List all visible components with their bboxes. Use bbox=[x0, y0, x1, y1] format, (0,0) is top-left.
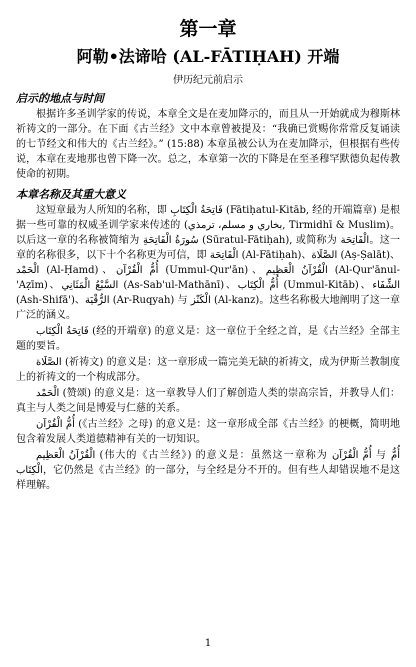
chapter-title: 阿勒•法谛哈 (AL-FĀTIḤAH) 开端 bbox=[76, 47, 340, 66]
paragraph: فَاتِحَةُ الْكِتَاب (经的开端章) 的意义是：这一章位于全经之首，是《古兰经》全部主题的要旨。 bbox=[16, 326, 400, 352]
paragraph: 这短章最为人所知的名称，即 فَاتِحَةُ الْكِتَابِ (Fātiḥatul-Kitāb, 经的开端篇章) 是根据一些可靠的权威圣训学家来传述的 (بخاري و مسلم، ترمذي, Tirmidhī & Muslim)。以后这一章的名称被简缩为 سُورَةُ الْفَاتِحَةِ (Sūratul-Fātiḥah), 或简称为 الْفَاتِحَة。这一章的名称很多，以下十个名称更为可信，即 الْفَاتِحَة (Al-Fātiḥah)、الصَّلَاة (Aṣ-Ṣalāt)、الْحَمْد (Al-Ḥamd)、أُمُّ الْقُرْآن (Ummul-Qur'ān)、الْقُرْآنُ الْعَظِيم (Al-Qur'ānul-'Aẓīm)、السَّبْعُ الْمَثَانِي (As-Sab'ul-Mathānī)、أُمُّ الْكِتَاب (Ummul-Kitāb)、الشِّفَاء (Ash-Shifā')、الرُّقْيَة (Ar-Ruqyah) 与 الْكَنْز (Al-kanz)。这些名称极大地阐明了这一章广泛的涵义。 bbox=[16, 205, 401, 321]
page-number: 1 bbox=[204, 638, 212, 649]
paragraph: الصَّلَاة (祈祷文) 的意义是：这一章形成一篇完美无缺的祈祷文，成为伊斯兰教制度上的祈祷文的一个构成部分。 bbox=[16, 357, 400, 383]
chapter-number: 第一章 bbox=[179, 18, 237, 40]
section-heading: 本章名称及其重大意义 bbox=[16, 188, 126, 201]
section-heading: 启示的地点与时间 bbox=[16, 92, 104, 105]
paragraph: 根据许多圣训学家的传说，本章全文是在麦加降示的，而且从一开始就成为穆斯林祈祷文的一部分。在下面《古兰经》文中本章曾被提及：“我确已赏赐你常常反复诵读的七节经文和伟大的《古兰经》。” (15:88) 本章虽被公认为在麦加降示，但根据有些传说，本章在麦地那也曾下降一次。总之，本章第一次的下降是在至圣穆罕默德负起传教使命的初期。 bbox=[16, 109, 400, 180]
paragraph: الْحَمْد (赞颂) 的意义是：这一章教导人们了解创造人类的崇高宗旨，并教导人们：真主与人类之间是博爱与仁慈的关系。 bbox=[16, 388, 400, 414]
paragraph: أُمُّ الْقُرْآن (《古兰经》之母) 的意义是：这一章形成全部《古兰经》的梗概，简明地包含着发展人类道德精神有关的一切知识。 bbox=[16, 419, 400, 445]
paragraph: الْقُرْآنُ الْعَظِيم (伟大的《古兰经》) 的意义是：虽然这一章称为 أُمُّ الْقُرْآن 与 أُمُّ الْكِتَاب，它仍然是《古兰经》的一部分，与全经是分不开的。但有些人却错误地不是这样理解。 bbox=[16, 450, 401, 491]
chapter-subtitle: 伊历纪元前启示 bbox=[173, 75, 243, 86]
